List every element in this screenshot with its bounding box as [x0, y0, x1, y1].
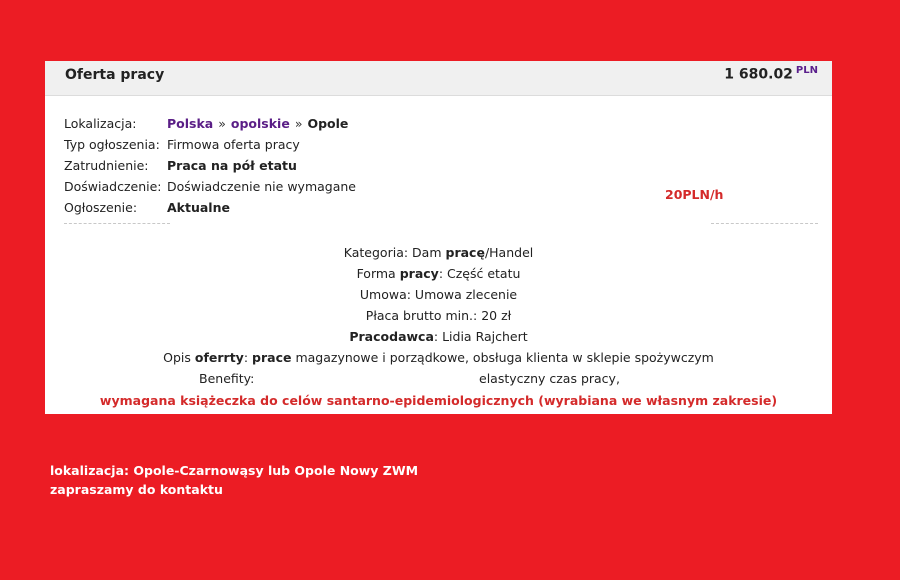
salary-line: Płaca brutto min.: 20 zł	[365, 308, 512, 323]
location-city: Opole	[307, 116, 349, 131]
work-form-post: : Część etatu	[438, 266, 521, 281]
breadcrumb-separator: »	[294, 116, 303, 131]
detail-label: Ogłoszenie:	[64, 200, 138, 215]
category-pre: Dam	[412, 245, 442, 260]
description-bold2: prace	[252, 350, 292, 365]
price	[724, 65, 818, 83]
footer-contact: zapraszamy do kontaktu	[50, 482, 223, 497]
detail-label: Doświadczenie:	[64, 179, 162, 194]
benefits-value: elastyczny czas pracy,	[479, 371, 620, 386]
card-header	[45, 61, 832, 96]
work-form-pre: Forma	[356, 266, 396, 281]
category-post: /Handel	[484, 245, 534, 260]
divider-left	[64, 223, 170, 224]
detail-row-experience	[64, 176, 356, 197]
benefits-label: Benefity:	[199, 371, 255, 386]
employer-line	[45, 326, 832, 347]
description-bold1: oferrty	[194, 350, 244, 365]
footer-note	[50, 461, 418, 499]
contract-line: Umowa: Umowa zlecenie	[359, 287, 518, 302]
details-list	[64, 113, 356, 218]
detail-value: Firmowa oferta pracy	[167, 137, 300, 152]
benefits-line	[45, 368, 832, 389]
job-offer-card	[45, 61, 832, 414]
category-label: Kategoria:	[343, 245, 409, 260]
location-country-link[interactable]: Polska	[167, 116, 214, 131]
detail-label: Zatrudnienie:	[64, 158, 149, 173]
detail-row-employment	[64, 155, 356, 176]
requirement-note: wymagana książeczka do celów santarno-epidemiologicznych (wyrabiana we własnym zakresie)	[99, 393, 778, 408]
location-region-link[interactable]: opolskie	[230, 116, 290, 131]
footer-location: lokalizacja: Opole-Czarnowąsy lub Opole Nowy ZWM	[50, 463, 419, 478]
description-line	[45, 347, 832, 368]
detail-row-status	[64, 197, 356, 218]
price-value: 1 680.02	[724, 66, 793, 83]
breadcrumb-separator: »	[218, 116, 226, 131]
price-currency: PLN	[795, 65, 818, 76]
description-pre: Opis	[163, 350, 191, 365]
description-colon: :	[243, 350, 249, 365]
description-text: magazynowe i porządkowe, obsługa klienta w sklepie spożywczym	[295, 350, 714, 365]
employer-label: Pracodawca	[349, 329, 434, 344]
wage-note: 20PLN/h	[665, 187, 724, 202]
detail-label: Typ ogłoszenia:	[64, 137, 160, 152]
detail-value: Doświadczenie nie wymagane	[167, 179, 356, 194]
card-title: Oferta pracy	[65, 67, 165, 83]
employer-name: : Lidia Rajchert	[433, 329, 528, 344]
detail-label: Lokalizacja:	[64, 116, 137, 131]
offer-description	[45, 242, 832, 408]
detail-row-ad-type	[64, 134, 356, 155]
category-bold: pracę	[445, 245, 485, 260]
detail-row-location	[64, 113, 356, 134]
category-line	[45, 242, 832, 263]
work-form-line	[45, 263, 832, 284]
detail-value: Praca na pół etatu	[167, 158, 297, 173]
divider-right	[711, 223, 818, 224]
status-value: Aktualne	[167, 200, 230, 215]
work-form-bold: pracy	[399, 266, 439, 281]
